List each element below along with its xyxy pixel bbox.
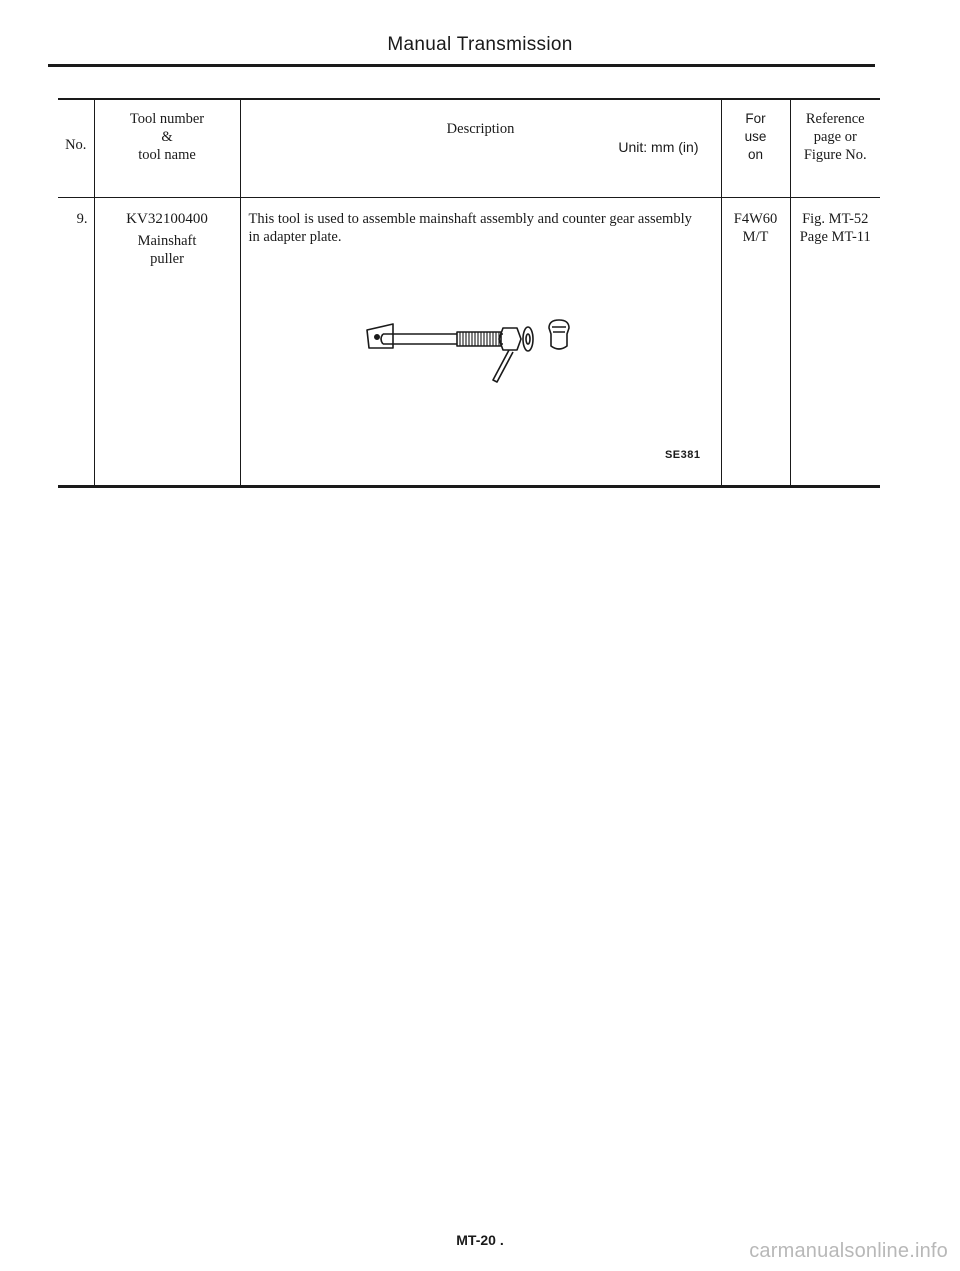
tool-cell — [94, 198, 240, 487]
puller-pin-hole — [374, 335, 378, 339]
for-use-cell — [721, 198, 790, 487]
puller-end-cap — [381, 334, 383, 344]
transmission-type: M/T — [742, 229, 769, 245]
description-title: Description — [446, 121, 515, 137]
tool-number: KV32100400 — [126, 211, 208, 227]
column-header-tool: Tool number & tool name — [94, 99, 240, 198]
mainshaft-puller-illustration — [353, 310, 593, 390]
unit-label: Unit: mm (in) — [618, 139, 699, 155]
column-header-reference: Reference page or Figure No. — [790, 99, 880, 198]
column-header-no: No. — [58, 99, 94, 198]
title-rule — [48, 64, 875, 67]
row-number: 9. — [76, 211, 88, 227]
page-title: Manual Transmission — [387, 34, 573, 55]
puller-thread — [457, 332, 501, 346]
figure-reference: Fig. MT-52 — [802, 211, 869, 227]
puller-nut — [499, 328, 521, 350]
special-tool-table — [58, 98, 880, 488]
watermark: carmanualsonline.info — [749, 1240, 948, 1262]
description-text: This tool is used to assemble mainshaft assembly and counter gear assembly in adapter plate. — [248, 211, 692, 245]
puller-collar-ridge — [552, 327, 566, 332]
puller-lever — [493, 350, 513, 382]
table-header-row — [58, 99, 880, 198]
tool-name-line: puller — [150, 251, 184, 267]
model-code: F4W60 — [733, 211, 778, 227]
reference-cell — [790, 198, 880, 487]
column-header-description — [240, 99, 721, 198]
tool-name-line: Mainshaft — [137, 233, 197, 249]
page-reference: Page MT-11 — [799, 229, 871, 245]
description-cell — [240, 198, 721, 487]
column-header-for-use: For use on — [721, 99, 790, 198]
puller-washer-inner — [526, 334, 530, 344]
table-row — [58, 198, 880, 487]
puller-collar — [549, 320, 569, 349]
page-number: MT-20 . — [456, 1232, 504, 1248]
puller-washer — [523, 327, 533, 351]
figure-code: SE381 — [664, 449, 701, 461]
